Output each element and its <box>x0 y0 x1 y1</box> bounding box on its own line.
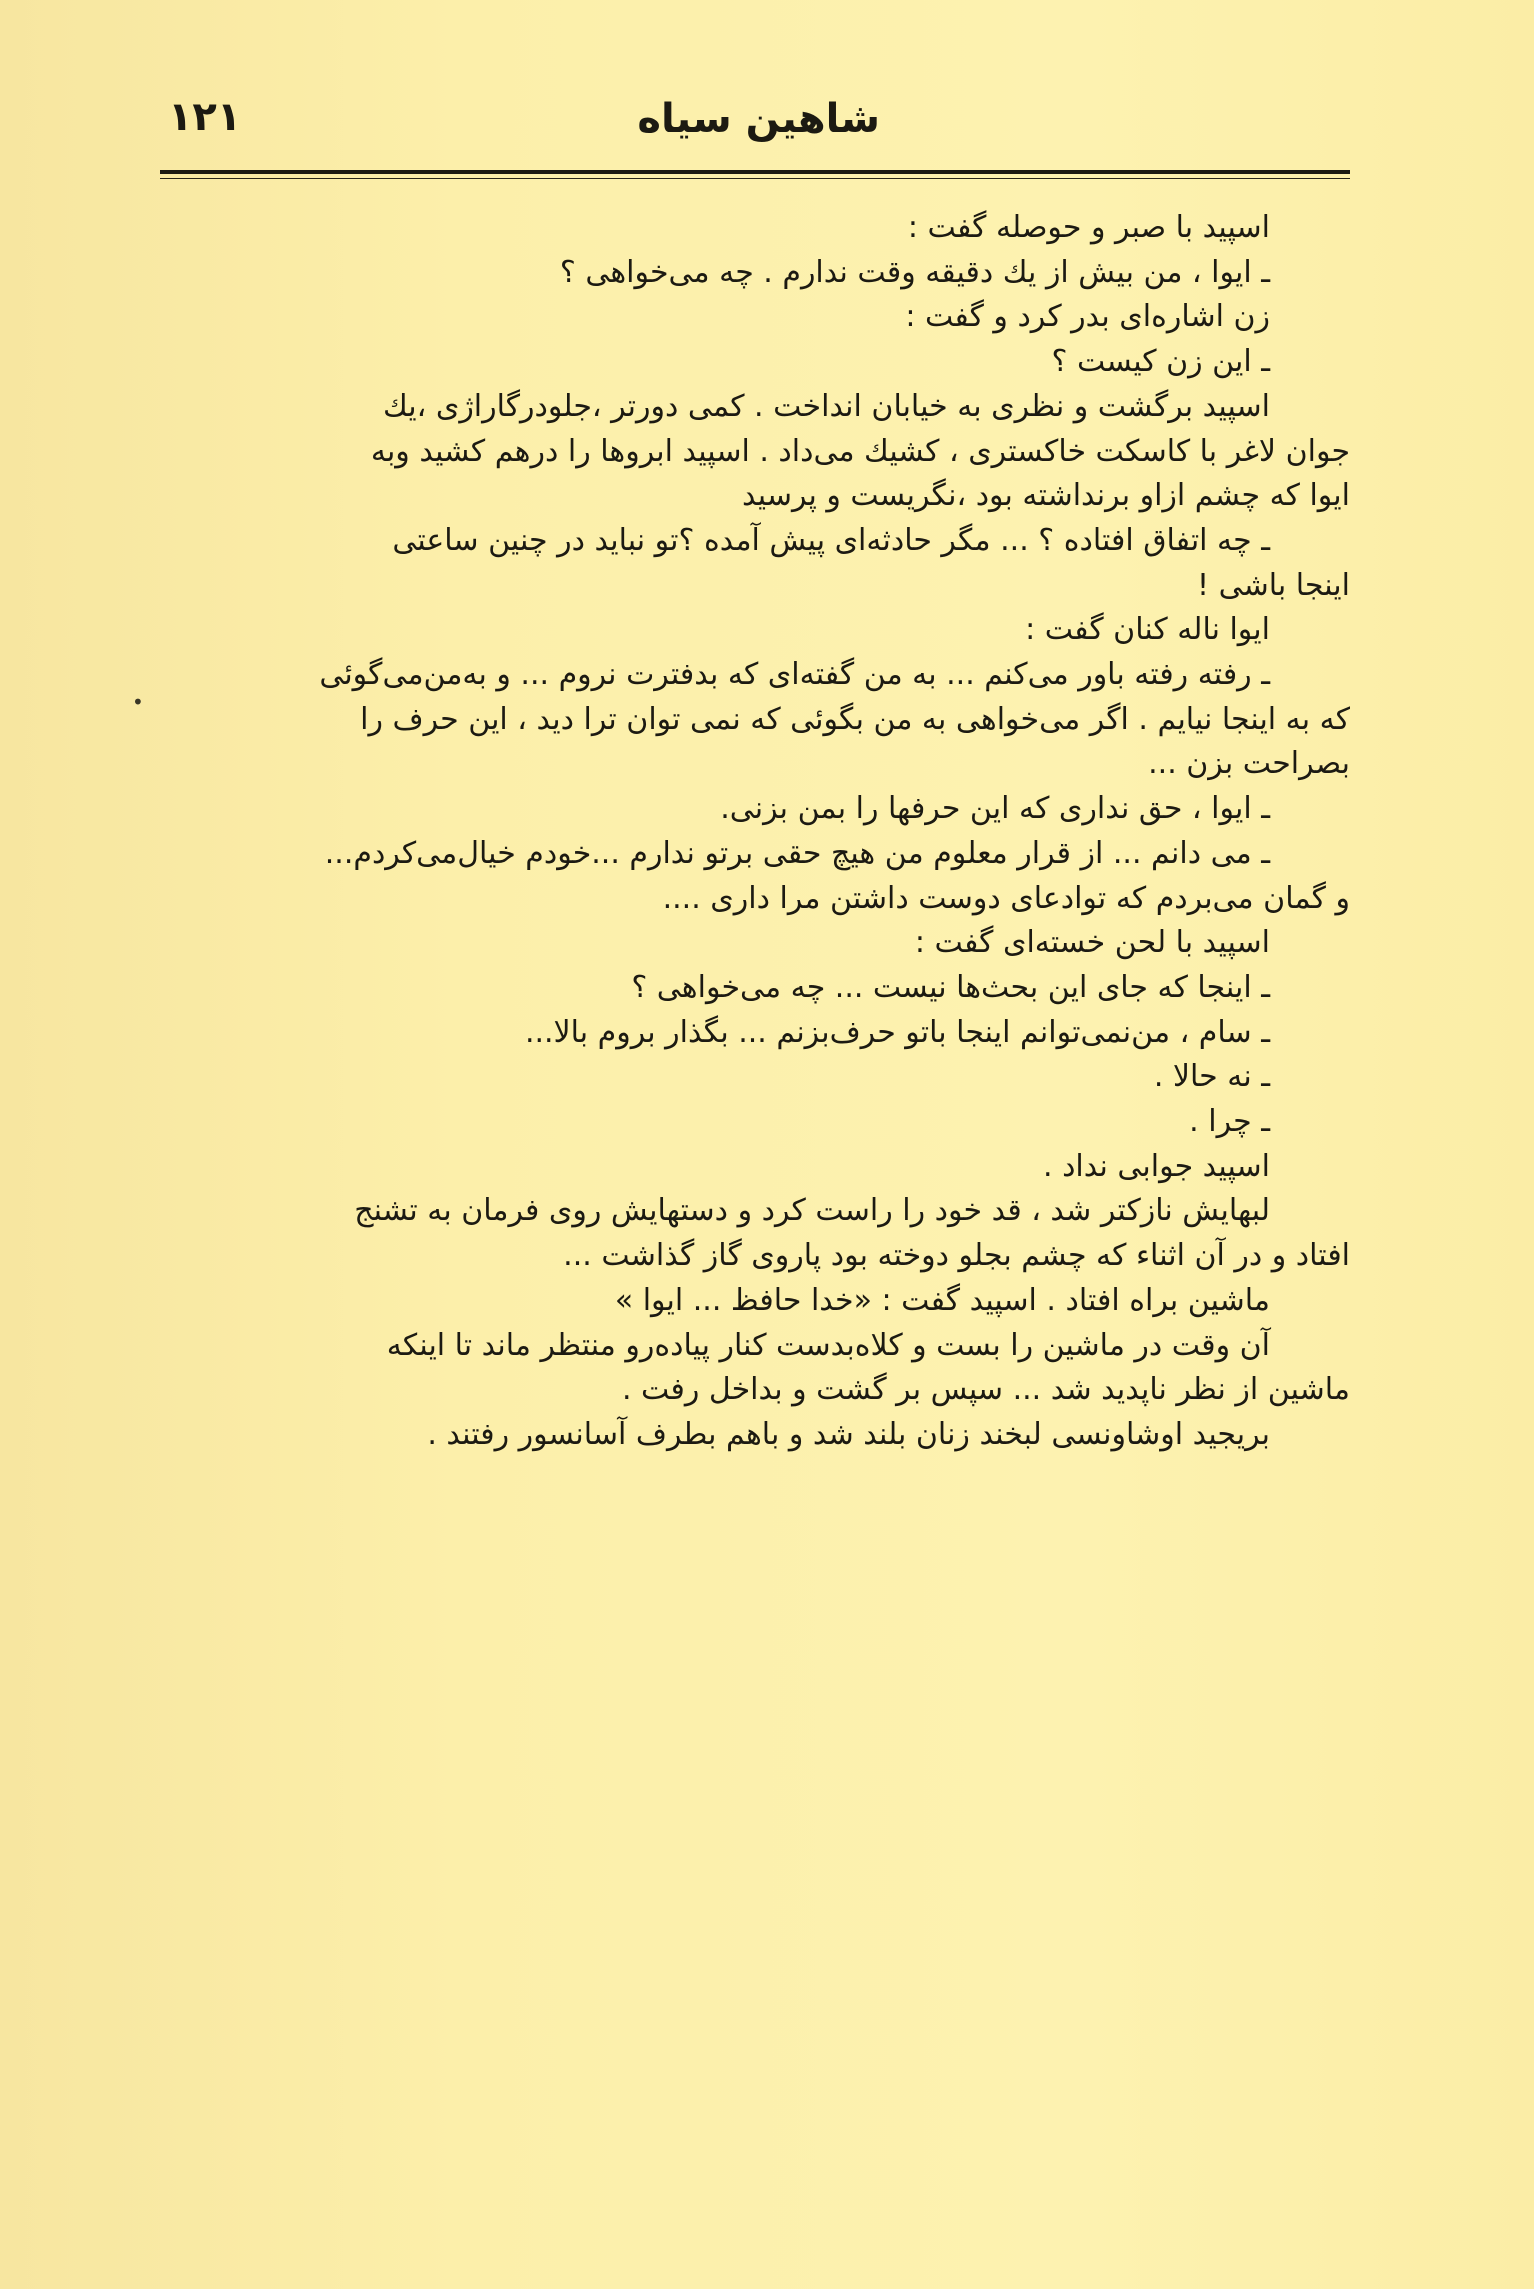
text-line: اسپید با لحن خسته‌ای گفت : <box>914 925 1270 961</box>
book-title: شاهین سیاه <box>637 96 880 142</box>
text-line: ایوا که چشم ازاو برنداشته بود ،نگریست و پرسید <box>742 478 1350 514</box>
text-line: جوان لاغر با کاسکت خاکستری ، کشیك می‌داد . اسپید ابروها را درهم کشید وبه <box>370 433 1350 469</box>
text-line: بریجید اوشاونسی لبخند زنان بلند شد و باهم بطرف آسانسور رفتند . <box>427 1416 1270 1452</box>
text-line: ـ نه حالا . <box>1153 1059 1270 1095</box>
text-line: ـ سام ، من‌نمی‌توانم اینجا باتو حرف‌بزنم ... بگذار بروم بالا... <box>524 1014 1270 1050</box>
margin-mark: • <box>132 690 144 714</box>
text-line: ـ چه اتفاق افتاده ؟ ... مگر حادثه‌ای پیش آمده ؟تو نباید در چنین ساعتی <box>392 522 1270 558</box>
text-line: اسپید جوابی نداد . <box>1043 1148 1270 1184</box>
text-line: ـ ایوا ، حق نداری که این حرفها را بمن بزنی. <box>720 791 1270 827</box>
text-line: ـ اینجا که جای این بحث‌ها نیست ... چه می‌خواهی ؟ <box>631 969 1270 1005</box>
text-line: ماشین براه افتاد . اسپید گفت : «خدا حافظ ... ایوا » <box>614 1282 1270 1318</box>
text-line: ـ ایوا ، من بیش از یك دقیقه وقت ندارم . چه می‌خواهی ؟ <box>559 254 1270 290</box>
text-line: ماشین از نظر ناپدید شد ... سپس بر گشت و بداخل رفت . <box>621 1372 1350 1408</box>
text-line: اسپید با صبر و حوصله گفت : <box>907 210 1270 245</box>
text-line: زن اشاره‌ای بدر کرد و گفت : <box>905 299 1270 335</box>
text-line: و گمان می‌بردم که توادعای دوست داشتن مرا داری .... <box>662 880 1350 916</box>
text-line: اسپید برگشت و نظری به خیابان انداخت . کمی دورتر ،جلودرگاراژی ،یك <box>382 388 1270 424</box>
text-line: ـ می دانم ... از قرار معلوم من هیچ حقی برتو ندارم ...خودم خیال‌می‌کردم... <box>324 835 1270 871</box>
page-number: ۱۲۱ <box>168 94 242 140</box>
text-line: ـ رفته رفته باور می‌کنم ... به من گفته‌ای که بدفترت نروم ... و به‌من‌می‌گوئی <box>319 657 1270 693</box>
text-line: آن وقت در ماشین را بست و کلاه‌بدست کنار پیاده‌رو منتظر ماند تا اینکه <box>386 1327 1270 1363</box>
text-line: بصراحت بزن ... <box>1148 746 1350 782</box>
text-line: لبهایش نازکتر شد ، قد خود را راست کرد و دستهایش روی فرمان به تشنج <box>354 1193 1270 1229</box>
header-rule-thin <box>160 178 1350 179</box>
text-line: ایوا ناله کنان گفت : <box>1025 612 1270 648</box>
header-rule-thick <box>160 170 1350 174</box>
text-line: اینجا باشی ! <box>1197 567 1350 603</box>
text-line: ـ چرا . <box>1189 1104 1270 1140</box>
running-header <box>160 92 1350 152</box>
body-text <box>160 206 1350 1458</box>
text-line: افتاد و در آن اثناء که چشم بجلو دوخته بود پاروی گاز گذاشت ... <box>563 1238 1350 1274</box>
text-line: که به اینجا نیایم . اگر می‌خواهی به من بگوئی که نمی توان ترا دید ، این حرف را <box>360 701 1350 737</box>
text-line: ـ این زن کیست ؟ <box>1051 344 1270 380</box>
